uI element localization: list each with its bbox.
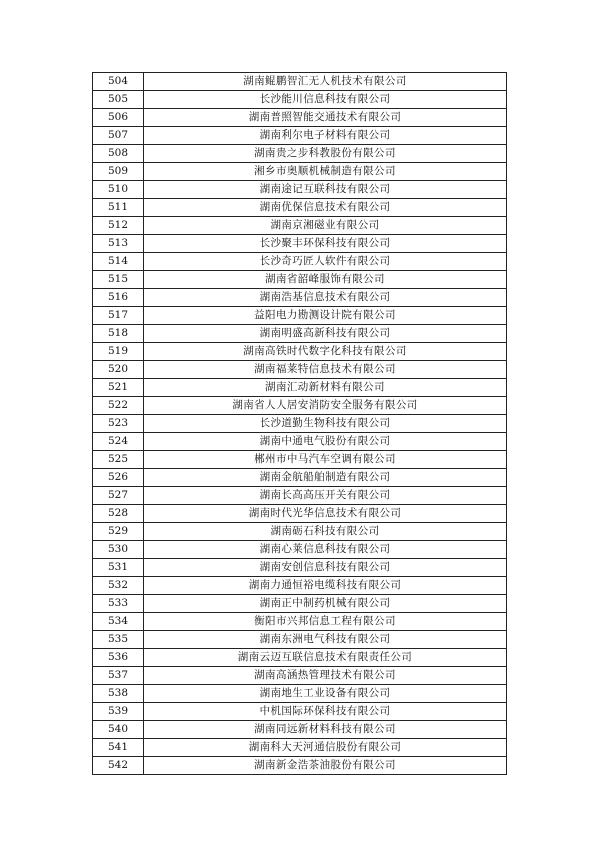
row-number: 527 [93, 487, 144, 505]
table-row [93, 145, 507, 163]
row-number: 531 [93, 559, 144, 577]
row-number: 508 [93, 145, 144, 163]
company-name: 湘乡市奥顺机械制造有限公司 [144, 163, 507, 181]
company-list-sheet [92, 72, 507, 775]
company-name: 湖南普照智能交通技术有限公司 [144, 109, 507, 127]
table-row [93, 685, 507, 703]
company-name: 益阳电力勘测设计院有限公司 [144, 307, 507, 325]
company-name: 湖南东洲电气科技有限公司 [144, 631, 507, 649]
table-row [93, 379, 507, 397]
table-row [93, 307, 507, 325]
row-number: 526 [93, 469, 144, 487]
company-name: 湖南明盛高新科技有限公司 [144, 325, 507, 343]
row-number: 523 [93, 415, 144, 433]
company-table [92, 72, 507, 775]
table-row [93, 667, 507, 685]
company-name: 长沙能川信息科技有限公司 [144, 91, 507, 109]
company-name: 湖南金航船舶制造有限公司 [144, 469, 507, 487]
table-row [93, 541, 507, 559]
table-row [93, 703, 507, 721]
row-number: 516 [93, 289, 144, 307]
row-number: 515 [93, 271, 144, 289]
company-table-body [93, 73, 507, 775]
row-number: 520 [93, 361, 144, 379]
company-name: 湖南优保信息技术有限公司 [144, 199, 507, 217]
row-number: 528 [93, 505, 144, 523]
table-row [93, 253, 507, 271]
company-name: 湖南京湘磁业有限公司 [144, 217, 507, 235]
company-name: 湖南浩基信息技术有限公司 [144, 289, 507, 307]
company-name: 湖南力通恒裕电缆科技有限公司 [144, 577, 507, 595]
table-row [93, 181, 507, 199]
row-number: 505 [93, 91, 144, 109]
company-name: 湖南新金浩茶油股份有限公司 [144, 757, 507, 775]
row-number: 506 [93, 109, 144, 127]
table-row [93, 361, 507, 379]
table-row [93, 415, 507, 433]
company-name: 湖南时代光华信息技术有限公司 [144, 505, 507, 523]
row-number: 511 [93, 199, 144, 217]
company-name: 湖南地生工业设备有限公司 [144, 685, 507, 703]
table-row [93, 109, 507, 127]
row-number: 504 [93, 73, 144, 91]
row-number: 529 [93, 523, 144, 541]
table-row [93, 469, 507, 487]
row-number: 537 [93, 667, 144, 685]
table-row [93, 559, 507, 577]
row-number: 524 [93, 433, 144, 451]
company-name: 湖南利尔电子材料有限公司 [144, 127, 507, 145]
company-name: 湖南途记互联科技有限公司 [144, 181, 507, 199]
row-number: 535 [93, 631, 144, 649]
row-number: 513 [93, 235, 144, 253]
table-row [93, 631, 507, 649]
row-number: 512 [93, 217, 144, 235]
table-row [93, 235, 507, 253]
row-number: 538 [93, 685, 144, 703]
table-row [93, 127, 507, 145]
table-row [93, 397, 507, 415]
table-row [93, 451, 507, 469]
company-name: 湖南高涵热管理技术有限公司 [144, 667, 507, 685]
row-number: 542 [93, 757, 144, 775]
row-number: 541 [93, 739, 144, 757]
row-number: 532 [93, 577, 144, 595]
company-name: 长沙道勤生物科技有限公司 [144, 415, 507, 433]
company-name: 湖南贵之步科教股份有限公司 [144, 145, 507, 163]
company-name: 湖南省韶峰服饰有限公司 [144, 271, 507, 289]
row-number: 509 [93, 163, 144, 181]
row-number: 519 [93, 343, 144, 361]
row-number: 536 [93, 649, 144, 667]
row-number: 514 [93, 253, 144, 271]
table-row [93, 739, 507, 757]
table-row [93, 721, 507, 739]
row-number: 517 [93, 307, 144, 325]
company-name: 长沙聚丰环保科技有限公司 [144, 235, 507, 253]
table-row [93, 73, 507, 91]
company-name: 湖南砺石科技有限公司 [144, 523, 507, 541]
company-name: 湖南云迈互联信息技术有限责任公司 [144, 649, 507, 667]
table-row [93, 757, 507, 775]
table-row [93, 487, 507, 505]
table-row [93, 91, 507, 109]
company-name: 长沙奇巧匠人软件有限公司 [144, 253, 507, 271]
row-number: 525 [93, 451, 144, 469]
table-row [93, 523, 507, 541]
company-name: 湖南汇动新材料有限公司 [144, 379, 507, 397]
row-number: 518 [93, 325, 144, 343]
row-number: 507 [93, 127, 144, 145]
table-row [93, 217, 507, 235]
company-name: 湖南心莱信息科技有限公司 [144, 541, 507, 559]
table-row [93, 271, 507, 289]
company-name: 湖南中通电气股份有限公司 [144, 433, 507, 451]
company-name: 湖南正中制药机械有限公司 [144, 595, 507, 613]
table-row [93, 325, 507, 343]
company-name: 中机国际环保科技有限公司 [144, 703, 507, 721]
company-name: 湖南科大天河通信股份有限公司 [144, 739, 507, 757]
table-row [93, 289, 507, 307]
row-number: 522 [93, 397, 144, 415]
table-row [93, 199, 507, 217]
table-row [93, 649, 507, 667]
company-name: 湖南同远新材料科技有限公司 [144, 721, 507, 739]
row-number: 510 [93, 181, 144, 199]
company-name: 湖南安创信息科技有限公司 [144, 559, 507, 577]
row-number: 540 [93, 721, 144, 739]
company-name: 湖南长高高压开关有限公司 [144, 487, 507, 505]
company-name: 湖南鲲鹏智汇无人机技术有限公司 [144, 73, 507, 91]
table-row [93, 613, 507, 631]
table-row [93, 163, 507, 181]
table-row [93, 505, 507, 523]
row-number: 521 [93, 379, 144, 397]
table-row [93, 595, 507, 613]
company-name: 湖南福莱特信息技术有限公司 [144, 361, 507, 379]
company-name: 郴州市中马汽车空调有限公司 [144, 451, 507, 469]
company-name: 衡阳市兴邦信息工程有限公司 [144, 613, 507, 631]
table-row [93, 577, 507, 595]
table-row [93, 433, 507, 451]
row-number: 534 [93, 613, 144, 631]
row-number: 533 [93, 595, 144, 613]
table-row [93, 343, 507, 361]
row-number: 530 [93, 541, 144, 559]
company-name: 湖南高铁时代数字化科技有限公司 [144, 343, 507, 361]
row-number: 539 [93, 703, 144, 721]
company-name: 湖南省人人居安消防安全服务有限公司 [144, 397, 507, 415]
